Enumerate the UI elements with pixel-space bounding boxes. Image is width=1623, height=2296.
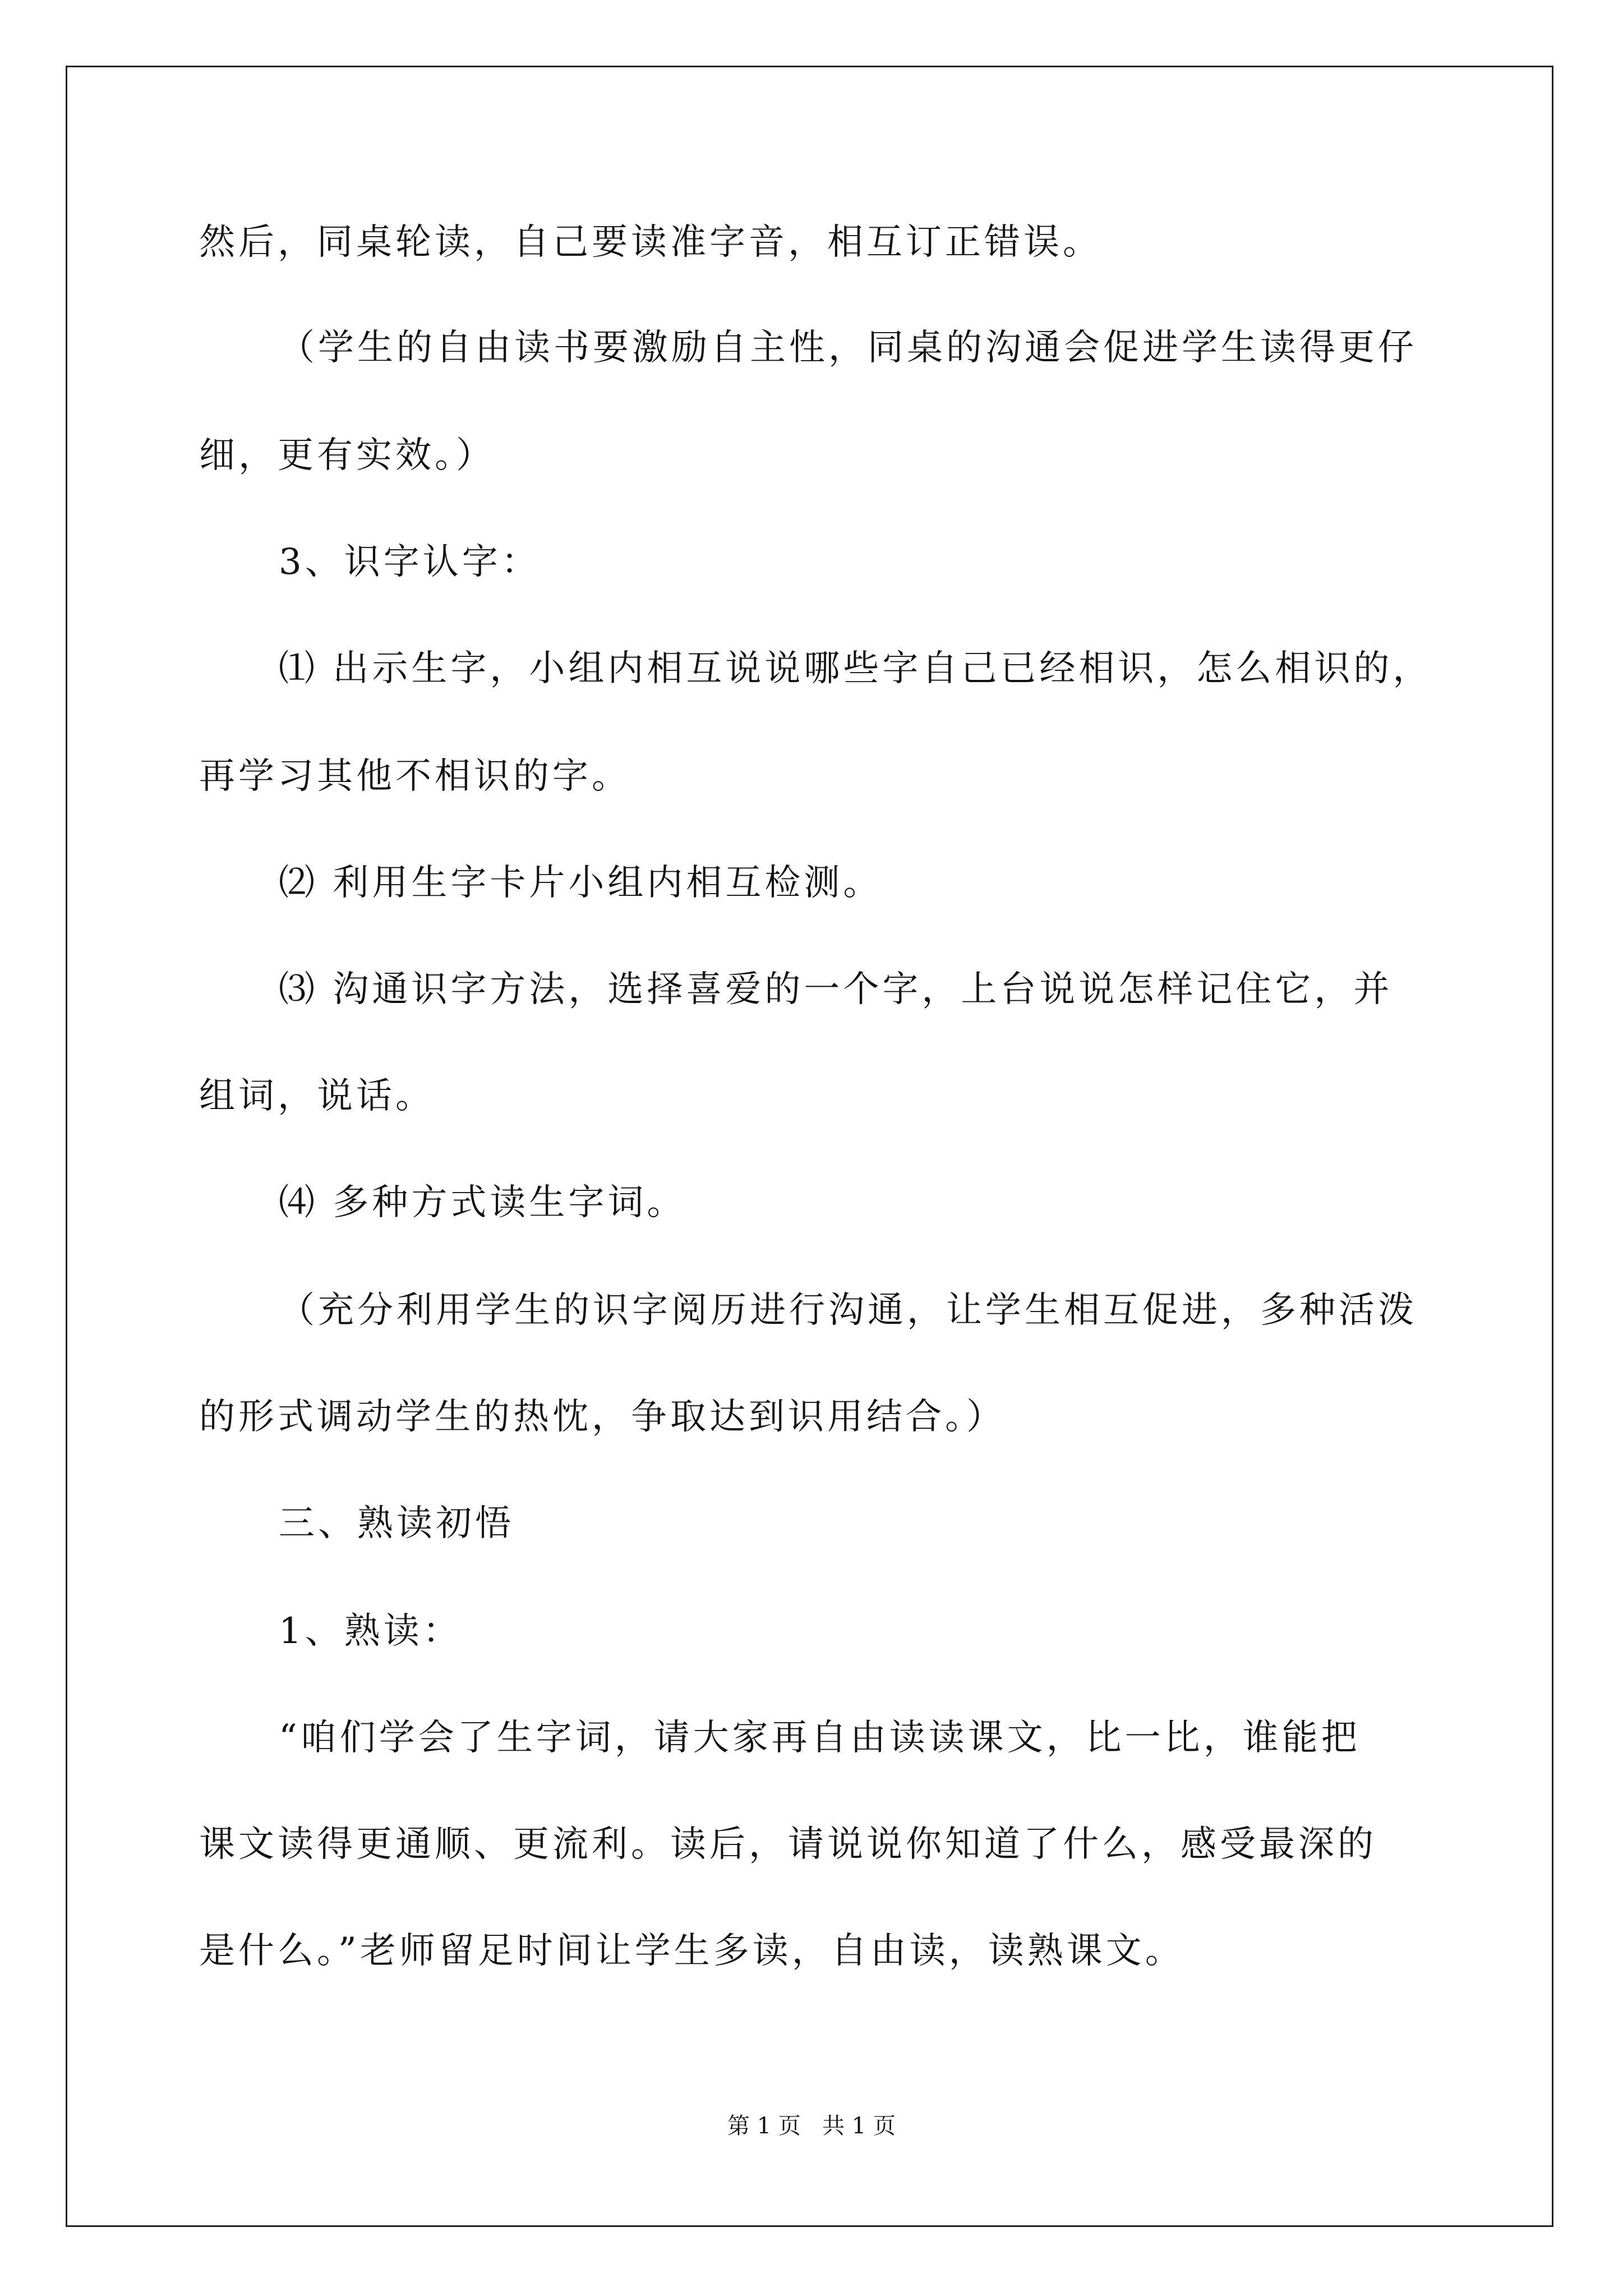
text-line: 的形式调动学生的热忱，争取达到识用结合。）: [199, 1396, 1006, 1438]
text-line: 再学习其他不相识的字。: [199, 756, 631, 797]
text-line: ⑷ 多种方式读生字词。: [279, 1182, 686, 1223]
text-line: “咱们学会了生字词，请大家再自由读读课文，比一比，谁能把: [279, 1717, 1361, 1759]
page-border: [66, 66, 1553, 2227]
text-line: （充分利用学生的识字阅历进行沟通，让学生相互促进，多种活泼: [279, 1290, 1417, 1331]
text-line: ⑵ 利用生字卡片小组内相互检测。: [279, 862, 883, 904]
text-line: 是什么。”老师留足时间让学生多读，自由读，读熟课文。: [199, 1930, 1184, 1972]
text-line: 三、熟读初悟: [279, 1503, 514, 1544]
text-line: 1、熟读：: [279, 1611, 462, 1652]
text-line: （学生的自由读书要激励自主性，同桌的沟通会促进学生读得更仔: [279, 327, 1417, 369]
text-line: 3、识字认字：: [279, 541, 541, 583]
text-line: 课文读得更通顺、更流利。读后，请说说你知道了什么，感受最深的: [199, 1824, 1377, 1865]
text-line: ⑴ 出示生字，小组内相互说说哪些字自己已经相识，怎么相识的，: [279, 648, 1432, 689]
text-line: ⑶ 沟通识字方法，选择喜爱的一个字，上台说说怎样记住它，并: [279, 969, 1393, 1010]
page-footer: 第 1 页 共 1 页: [727, 2113, 896, 2139]
text-line: 然后，同桌轮读，自己要读准字音，相互订正错误。: [199, 222, 1102, 263]
text-line: 细，更有实效。）: [199, 435, 495, 476]
text-line: 组词，说话。: [199, 1075, 435, 1117]
